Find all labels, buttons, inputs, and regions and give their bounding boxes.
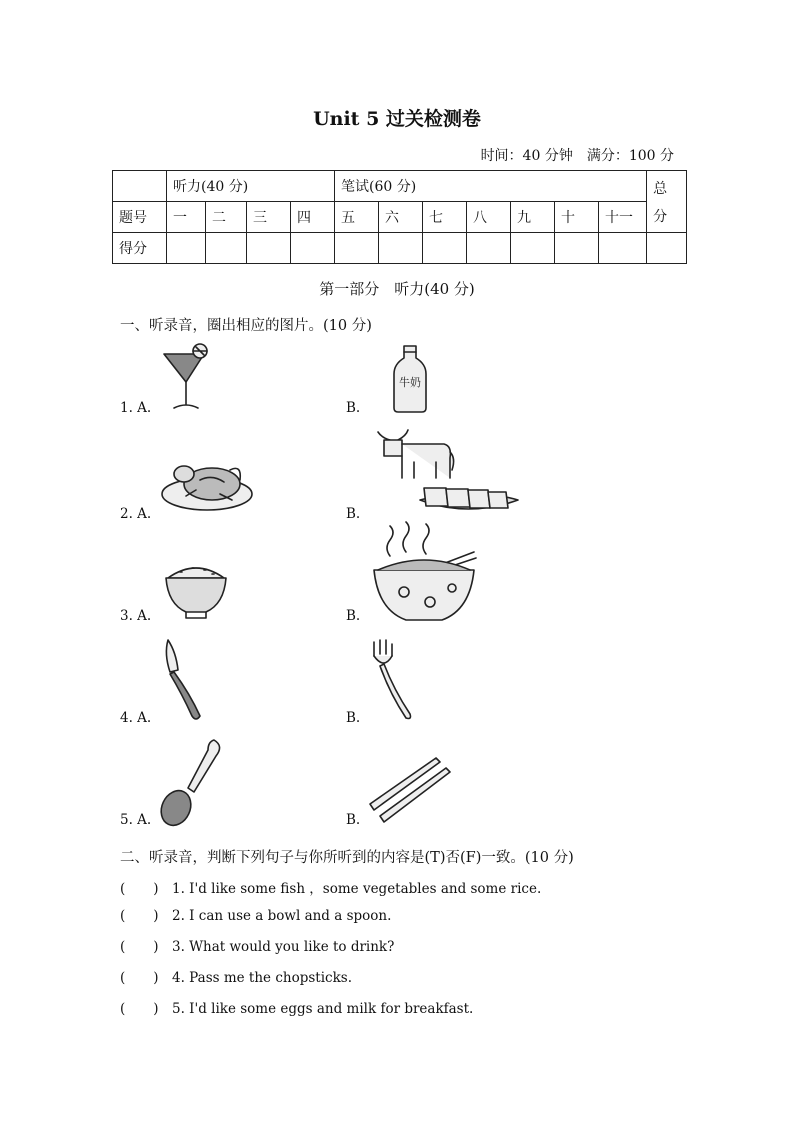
chopsticks-picture[interactable]: [366, 754, 456, 824]
part-one-title: 第一部分 听力(40 分): [319, 280, 475, 298]
question-number: 一: [167, 202, 206, 233]
question-number: 六: [379, 202, 423, 233]
cow-and-beef-picture[interactable]: [372, 422, 522, 518]
roast-chicken-picture[interactable]: [160, 452, 254, 516]
written-header: 笔试(60 分): [335, 171, 647, 202]
answer-bracket-open[interactable]: (: [120, 908, 126, 924]
tf-question-5: [120, 1001, 473, 1017]
answer-bracket-open[interactable]: (: [120, 939, 126, 955]
listening-header: 听力(40 分): [167, 171, 335, 202]
score-cell[interactable]: [167, 233, 206, 264]
score-cell[interactable]: [599, 233, 647, 264]
item-1-b-label: B.: [346, 400, 361, 416]
score-cell[interactable]: [206, 233, 247, 264]
item-1-a-label: 1. A.: [120, 400, 152, 416]
answer-bracket-close[interactable]: ): [153, 881, 159, 897]
score-cell[interactable]: [291, 233, 335, 264]
milk-bottle-text: 牛奶: [399, 376, 421, 389]
question-number: 五: [335, 202, 379, 233]
tf-question-text: 1. I'd like some fish ，some vegetables and some rice.: [172, 881, 542, 897]
score-table: [112, 170, 687, 264]
noodle-bowl-picture[interactable]: [370, 530, 476, 624]
tf-question-text: 5. I'd like some eggs and milk for breakfast.: [172, 1001, 474, 1017]
section-two-heading: 二、听录音，判断下列句子与你所听到的内容是(T)否(F)一致。(10 分): [120, 850, 574, 866]
answer-bracket-open[interactable]: (: [120, 970, 126, 986]
question-number: 十一: [599, 202, 647, 233]
question-number: 十: [555, 202, 599, 233]
answer-bracket-close[interactable]: ): [153, 939, 159, 955]
answer-bracket-open[interactable]: (: [120, 881, 126, 897]
item-4-b-label: B.: [346, 710, 361, 726]
score-cell[interactable]: [511, 233, 555, 264]
page-title: Unit 5 过关检测卷: [313, 108, 481, 130]
item-5-a-label: 5. A.: [120, 812, 152, 828]
table-corner: [113, 171, 167, 202]
tf-question-2: [120, 908, 391, 924]
tf-question-text: 2. I can use a bowl and a spoon.: [172, 908, 392, 924]
question-number: 九: [511, 202, 555, 233]
time-info: 时间：40 分钟 满分：100 分: [480, 148, 674, 164]
item-3-a-label: 3. A.: [120, 608, 152, 624]
knife-picture[interactable]: [162, 636, 208, 724]
question-number: 三: [247, 202, 291, 233]
question-number-label: 题号: [113, 202, 167, 233]
answer-bracket-close[interactable]: ): [153, 1001, 159, 1017]
score-cell[interactable]: [247, 233, 291, 264]
score-cell[interactable]: [423, 233, 467, 264]
score-cell[interactable]: [335, 233, 379, 264]
question-number: 二: [206, 202, 247, 233]
answer-bracket-open[interactable]: (: [120, 1001, 126, 1017]
milk-bottle-picture[interactable]: [392, 344, 432, 414]
score-cell[interactable]: [467, 233, 511, 264]
total-score-cell[interactable]: [647, 233, 687, 264]
tf-question-4: [120, 970, 352, 986]
item-2-b-label: B.: [346, 506, 361, 522]
spoon-picture[interactable]: [158, 738, 224, 828]
item-2-a-label: 2. A.: [120, 506, 152, 522]
answer-bracket-close[interactable]: ): [153, 970, 159, 986]
tf-question-1: [120, 877, 541, 897]
item-3-b-label: B.: [346, 608, 361, 624]
tf-question-text: 4. Pass me the chopsticks.: [172, 970, 352, 986]
question-number: 四: [291, 202, 335, 233]
fork-picture[interactable]: [372, 636, 418, 724]
tf-question-text: 3. What would you like to drink?: [172, 939, 395, 955]
score-label: 得分: [113, 233, 167, 264]
total-header: 总分: [647, 171, 687, 233]
question-number: 七: [423, 202, 467, 233]
rice-bowl-picture[interactable]: [162, 560, 230, 622]
item-4-a-label: 4. A.: [120, 710, 152, 726]
item-5-b-label: B.: [346, 812, 361, 828]
cocktail-glass-picture[interactable]: [160, 342, 210, 414]
question-number: 八: [467, 202, 511, 233]
section-one-heading: 一、听录音，圈出相应的图片。(10 分): [120, 318, 372, 334]
answer-bracket-close[interactable]: ): [153, 908, 159, 924]
score-cell[interactable]: [555, 233, 599, 264]
tf-question-3: [120, 939, 394, 955]
score-cell[interactable]: [379, 233, 423, 264]
